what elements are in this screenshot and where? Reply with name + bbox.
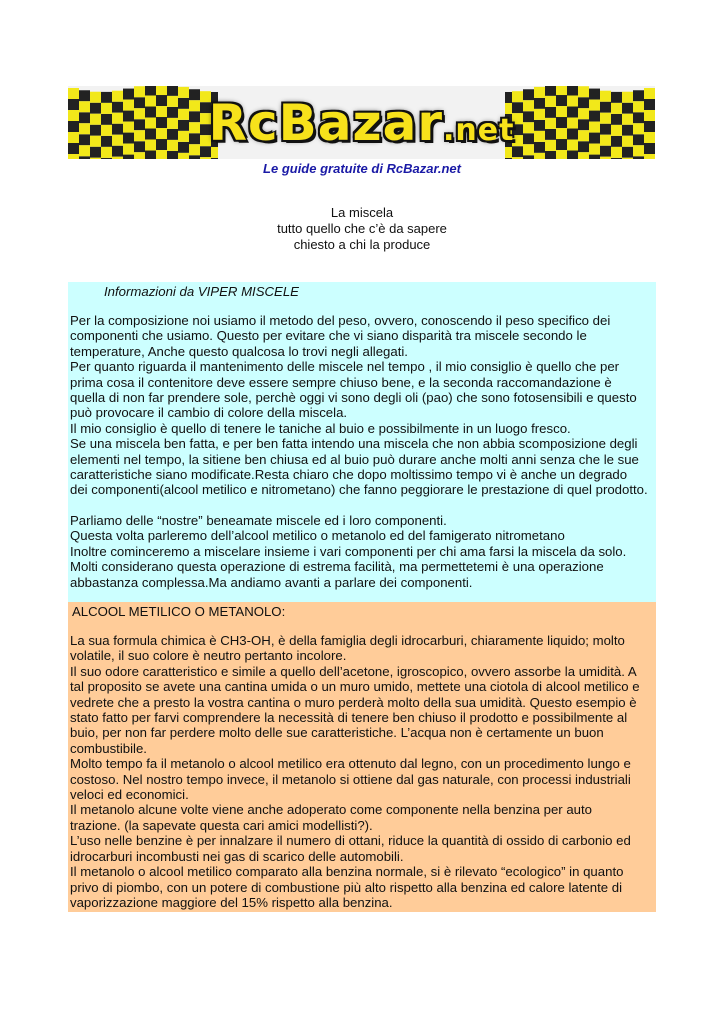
components-paragraph bbox=[68, 513, 656, 590]
logo-text: RcBazar bbox=[208, 94, 444, 152]
title-line-2: tutto quello che c’è da sapere bbox=[277, 221, 447, 236]
text-line: Molto tempo fa il metanolo o alcool metilico era ottenuto dal legno, con un procedimento lungo e bbox=[70, 756, 631, 772]
text-line: trazione. (la sapevate questa cari amici modellisti?). bbox=[70, 817, 373, 833]
text-line: Il mio consiglio è quello di tenere le taniche al buio e possibilmente in un luogo fresco. bbox=[70, 420, 571, 436]
text-line: costoso. Nel nostro tempo invece, il metanolo si ottiene dal gas naturale, con processi industriali bbox=[70, 771, 631, 787]
viper-info-section bbox=[68, 282, 656, 602]
logo-suffix: .net bbox=[443, 113, 515, 148]
methanol-heading: ALCOOL METILICO O METANOLO: bbox=[72, 604, 286, 619]
text-line: elementi nel tempo, la sitiene ben chiusa ed al buio può durare anche molti anni senza che le sue bbox=[70, 451, 639, 467]
text-line: combustibile. bbox=[70, 740, 147, 756]
text-line: volatile, il suo colore è neutro pertanto incolore. bbox=[70, 648, 347, 664]
info-source: Informazioni da VIPER MISCELE bbox=[104, 284, 299, 299]
text-line: Il metanolo alcune volte viene anche adoperato come componente nella benzina per auto bbox=[70, 802, 592, 818]
text-line: La sua formula chimica è CH3-OH, è della famiglia degli idrocarburi, chiaramente liquido; molto bbox=[70, 633, 625, 648]
text-line: Molti considerano questa operazione di estrema facilità, ma permettetemi è una operazione bbox=[70, 559, 604, 575]
text-line: veloci ed economici. bbox=[70, 787, 189, 803]
text-line: Inoltre cominceremo a miscelare insieme i vari componenti per chi ama farsi la miscela da solo. bbox=[70, 543, 627, 559]
text-line: Il suo odore caratteristico e simile a quello dell’acetone, igroscopico, ovvero assorbe la umidità. A bbox=[70, 663, 637, 679]
document-title bbox=[0, 205, 724, 253]
text-line: abbastanza complessa.Ma andiamo avanti a parlare dei componenti. bbox=[70, 574, 473, 590]
title-line-3: chiesto a chi la produce bbox=[293, 237, 431, 252]
text-line: buio, per non far perdere molto delle sue caratteristiche. L’acqua non è certamente un buon bbox=[70, 725, 604, 741]
text-line: Il metanolo o alcool metilico comparato alla benzina normale, si è rilevato “ecologico” in quanto bbox=[70, 864, 624, 880]
text-line: Se una miscela ben fatta, e per ben fatta intendo una miscela che non abbia scomposizione degli bbox=[70, 436, 638, 452]
methanol-section bbox=[68, 602, 656, 912]
guide-subtitle: Le guide gratuite di RcBazar.net bbox=[263, 161, 461, 176]
text-line: idrocarburi incombusti nei gas di scarico delle automobili. bbox=[70, 848, 404, 864]
text-line: componenti che usiamo. Questo per evitare che vi siano disparità tra miscele secondo le bbox=[70, 328, 587, 344]
text-line: può provocare il cambio di colore della miscela. bbox=[70, 405, 348, 421]
text-line: prima cosa il contenitore deve essere sempre chiuso bene, e la seconda raccomandazione è bbox=[70, 374, 612, 390]
logo-banner bbox=[68, 86, 655, 159]
text-line: vedrete che a presto la vostra cantina o muro perderà molto della sua umidità. Questo esempio è bbox=[70, 694, 637, 710]
text-line: Questa volta parleremo dell’alcool metilico o metanolo ed del famigerato nitrometano bbox=[70, 528, 565, 544]
text-line: stato fatto per farvi comprendere la necessità di tenere ben chiuso il prodotto e possibilmente al bbox=[70, 710, 628, 726]
text-line: Per la composizione noi usiamo il metodo del peso, ovvero, conoscendo il peso specifico dei bbox=[70, 313, 611, 328]
mixture-paragraph bbox=[68, 313, 656, 498]
methanol-paragraph bbox=[68, 633, 656, 910]
text-line: Per quanto riguarda il mantenimento delle miscele nel tempo , il mio consiglio è quello che per bbox=[70, 359, 620, 375]
text-line: L’uso nelle benzine è per innalzare il numero di ottani, riduce la quantità di ossido di carbonio ed bbox=[70, 833, 631, 849]
text-line: vaporizzazione maggiore del 15% rispetto alla benzina. bbox=[70, 894, 393, 910]
text-line: privo di piombo, con un potere di combustione più alto rispetto alla benzina ed calore latente di bbox=[70, 879, 623, 895]
text-line: Parliamo delle “nostre” beneamate miscele ed i loro componenti. bbox=[70, 512, 447, 528]
site-logo bbox=[68, 94, 655, 152]
text-line: dei componenti(alcool metilico e nitrometano) che fanno peggiorare le prestazione di quel prodotto. bbox=[70, 482, 648, 498]
text-line: tal proposito se avete una cantina umida o un muro umido, mettete una ciotola di alcool metilico e bbox=[70, 679, 640, 695]
text-line: quella di non far prendere sole, perchè oggi vi sono degli oli (pao) che sono fotosensibili e questo bbox=[70, 390, 637, 406]
text-line: caratteristiche siano modificate.Resta chiaro che dopo moltissimo tempo vi è anche un degrado bbox=[70, 467, 628, 483]
text-line: temperature, Anche questo qualcosa lo trovi negli allegati. bbox=[70, 343, 408, 359]
title-line-1: La miscela bbox=[330, 205, 394, 220]
